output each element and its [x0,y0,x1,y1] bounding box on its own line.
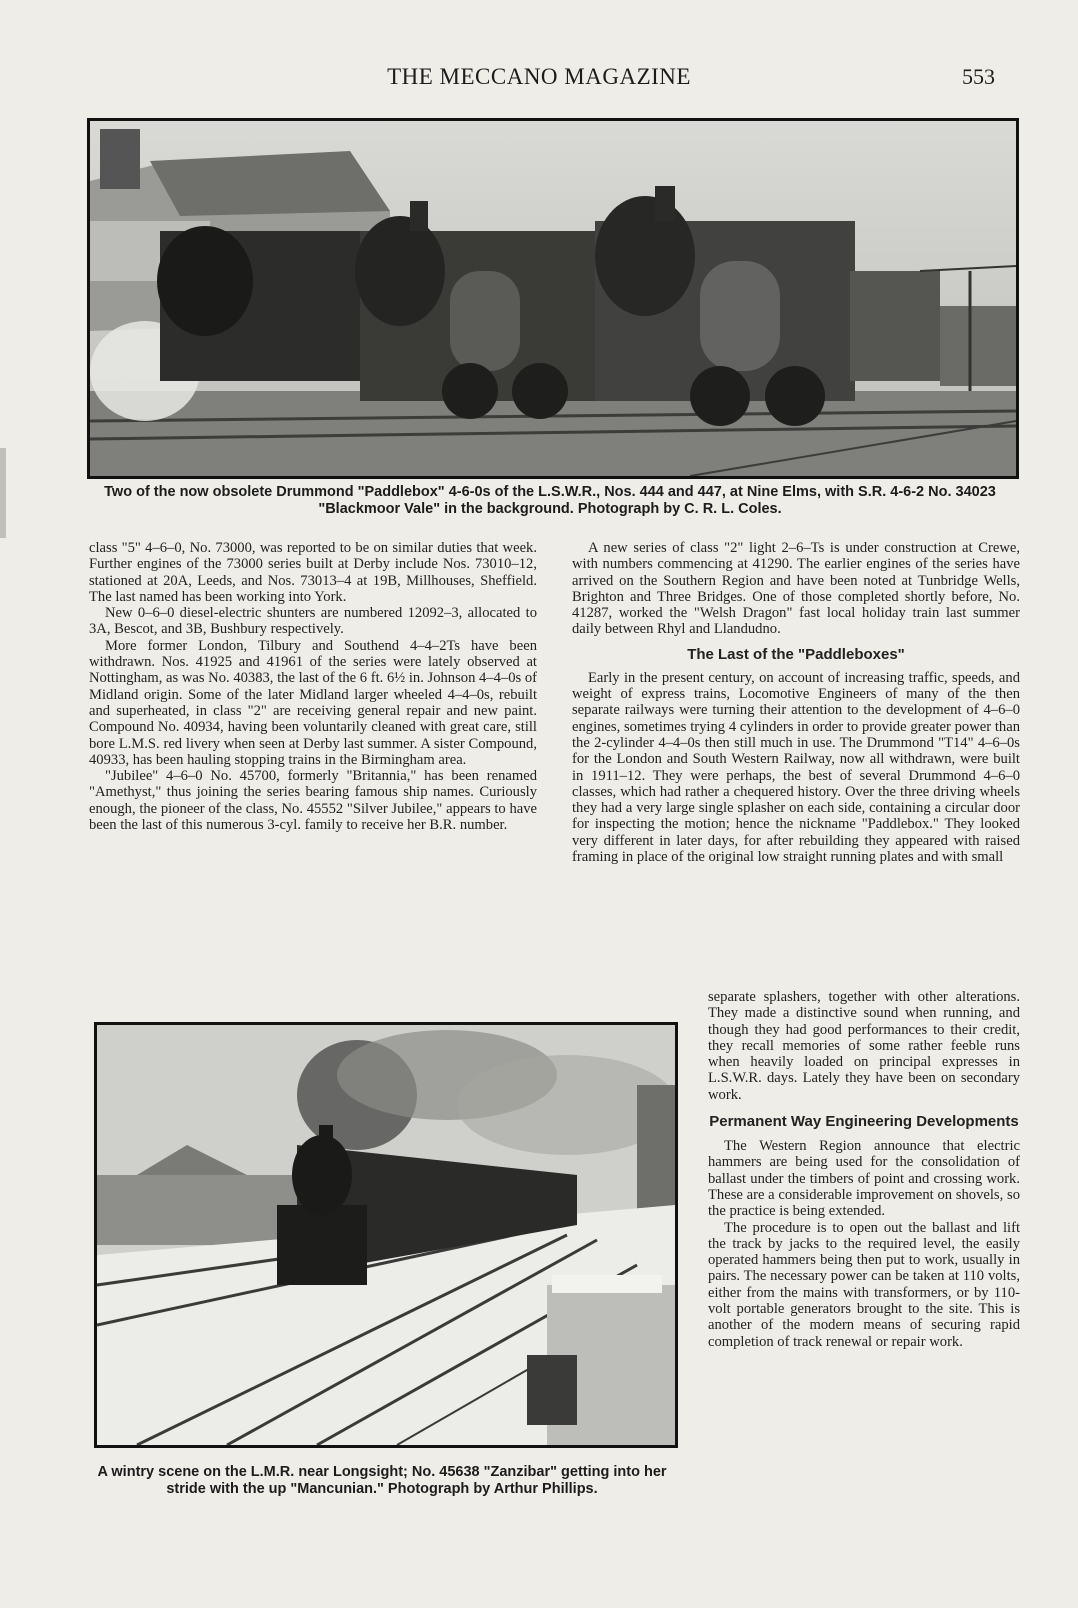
locomotives-illustration [90,121,1016,476]
right-intro-paragraph: A new series of class "2" light 2–6–Ts is under construction at Crewe, with numbers commencing at 41290. The earlier engines of the series have arrived on the Southern Region and have been noted at Tunbridge Wells, Brighton and Three Bridges. One of those completed shortly before, No. 41287, worked the "Welsh Dragon" fast local holiday train last summer daily between Rhyl and Llandudno. [572,540,1020,638]
photo-wintry-scene [94,1022,678,1448]
right-column-lower [708,989,1020,1350]
left-paragraph-2: New 0–6–0 diesel-electric shunters are numbered 12092–3, allocated to 3A, Bescot, and 3B, Bushbury respectively. [89,605,537,638]
right-column-upper [572,540,1020,865]
heading-permanent-way: Permanent Way Engineering Developments [709,1113,1019,1131]
left-column [89,540,537,833]
bottom-photo-caption: A wintry scene on the L.M.R. near Longsight; No. 45638 "Zanzibar" getting into her stride with the up "Mancunian." Photograph by Arthur Phillips. [97,1464,667,1497]
photo-paddlebox-locomotives [87,118,1019,479]
paddlebox-paragraph-a: Early in the present century, on account of increasing traffic, speeds, and weight of express trains, Locomotive Engineers of many of the then separate railways were turning their attention to the development of 4–6–0 engines, sometimes trying 4 cylinders in order to provide greater power than the 2-cylinder 4–4–0s then still much in use. The Drummond "T14" 4–6–0s for the London and South Western Railway, now all withdrawn, were built in 1911–12. They were perhaps, the best of several Drummond 4–6–0 classes, which had rather a chequered history. Over the three driving wheels they had a very large single splasher on each side, containing a circular door for inspecting the motion; hence the nickname "Paddlebox." They looked very different in later days, for after rebuilding they appeared with raised framing in place of the original low straight running plates and with small [572,669,1020,866]
permanent-way-paragraph-1: The Western Region announce that electric hammers are being used for the consolidation of ballast under the timbers of point and crossing work. These are a considerable improvement on shovels, so the practice is being extended. [708,1138,1020,1220]
left-paragraph-3: More former London, Tilbury and Southend 4–4–2Ts have been withdrawn. Nos. 41925 and 41961 of the series were lately observed at Nottingham, as was No. 40383, the last of the 6 ft. 6½ in. Johnson 4–4–0s of Midland origin. Some of the later Midland larger wheeled 4–4–0s, rebuilt and superheated, in class "2" are receiving general repair and new paint. Compound No. 40934, having been voluntarily cleaned with great care, still bore L.M.S. red livery when seen at Derby last summer. A sister Compound, 40933, has been hauling stopping trains in the Birmingham area. [89,637,537,768]
permanent-way-paragraph-2: The procedure is to open out the ballast and lift the track by jacks to the required level, the easily operated hammers being then put to work, usually in pairs. The necessary power can be taken at 110 volts, either from the mains with transformers, or by 110-volt portable generators brought to the site. This is another of the modern means of securing rapid completion of track renewal or repair work. [708,1219,1020,1350]
page-number: 553 [962,64,995,89]
paddlebox-paragraph-b: separate splashers, together with other alterations. They made a distinctive sound when running, and though they had good performances to their credit, they recall memories of some rather feeble runs when heavily loaded on principal expresses in L.S.W.R. days. Lately they have been on secondary work. [708,989,1020,1103]
left-paragraph-4: "Jubilee" 4–6–0 No. 45700, formerly "Britannia," has been renamed "Amethyst," thus joining the series bearing famous ship names. Curiously enough, the pioneer of the class, No. 45552 "Silver Jubilee," appears to have been the last of this numerous 3-cyl. family to receive her B.R. number. [89,768,537,834]
heading-last-of-paddleboxes: The Last of the "Paddleboxes" [687,645,905,663]
top-photo-caption: Two of the now obsolete Drummond "Paddlebox" 4-6-0s of the L.S.W.R., Nos. 444 and 447, at Nine Elms, with S.R. 4-6-2 No. 34023 "Blackmoor Vale" in the background. Photograph by C. R. L. Coles. [104,484,996,517]
left-paragraph-1: class "5" 4–6–0, No. 73000, was reported to be on similar duties that week. Further engines of the 73000 series built at Derby include Nos. 73010–12, stationed at 20A, Leeds, and Nos. 73013–4 at 19B, Millhouses, Sheffield. The last named has been working into York. [89,540,537,605]
binding-shadow [0,448,6,538]
page-header-title: THE MECCANO MAGAZINE [387,64,691,89]
wintry-scene-illustration [97,1025,675,1445]
